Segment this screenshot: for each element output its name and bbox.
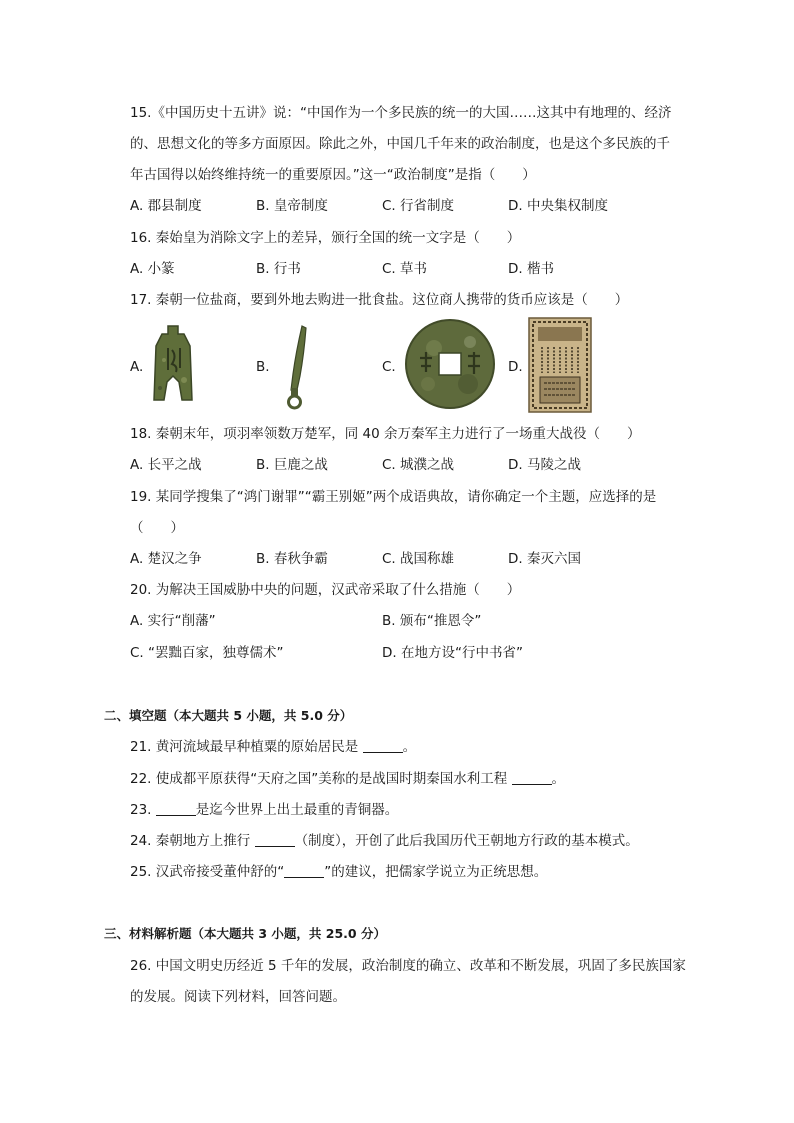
q20-option-a: A. 实行“削藩” bbox=[130, 613, 216, 629]
q15-option-a: A. 郡县制度 bbox=[130, 198, 202, 214]
q24-blank[interactable] bbox=[255, 832, 295, 847]
q15-stem-line2: 的、思想文化的等多方面原因。除此之外，中国几千年来的政治制度，也是这个多民族的千 bbox=[130, 136, 670, 152]
q15-option-b: B. 皇帝制度 bbox=[256, 198, 328, 214]
q19-option-a: A. 楚汉之争 bbox=[130, 551, 202, 567]
q26-stem-line2: 的发展。阅读下列材料，回答问题。 bbox=[130, 989, 346, 1005]
q15-option-d: D. 中央集权制度 bbox=[508, 198, 608, 214]
q25-line bbox=[130, 863, 547, 881]
q23-blank[interactable] bbox=[156, 801, 196, 816]
paper-note-image bbox=[528, 317, 592, 413]
q18-option-c: C. 城濮之战 bbox=[382, 457, 455, 473]
q23-line bbox=[130, 801, 398, 819]
q22-blank[interactable] bbox=[512, 770, 552, 785]
q23-text-before: 23. bbox=[130, 802, 156, 818]
q17-option-b: B. bbox=[256, 359, 270, 375]
q20-option-d: D. 在地方设“行中书省” bbox=[382, 645, 523, 661]
q18-option-d: D. 马陵之战 bbox=[508, 457, 581, 473]
q24-text-before: 24. 秦朝地方上推行 bbox=[130, 833, 255, 849]
q23-text-after: 是迄今世界上出土最重的青铜器。 bbox=[195, 802, 399, 818]
q19-stem-line1: 19. 某同学搜集了“鸿门谢罪”“霸王别姬”两个成语典故，请你确定一个主题，应选择的是 bbox=[130, 489, 657, 505]
q26-stem-line1: 26. 中国文明史历经近 5 千年的发展，政治制度的确立、改革和不断发展，巩固了多民族国家 bbox=[130, 958, 686, 974]
q22-line bbox=[130, 770, 565, 788]
q21-line bbox=[130, 738, 416, 756]
section-3-heading: 三、材料解析题（本大题共 3 小题，共 25.0 分） bbox=[104, 926, 386, 941]
q25-blank[interactable] bbox=[284, 863, 324, 878]
q18-option-a: A. 长平之战 bbox=[130, 457, 202, 473]
spade-coin-image bbox=[150, 324, 196, 406]
q15-option-c: C. 行省制度 bbox=[382, 198, 455, 214]
round-coin-image bbox=[404, 318, 496, 410]
q17-option-d: D. bbox=[508, 359, 523, 375]
q17-option-a: A. bbox=[130, 359, 144, 375]
q19-option-b: B. 春秋争霸 bbox=[256, 551, 328, 567]
q15-stem-line3: 年古国得以始终维持统一的重要原因。”这一“政治制度”是指（ ） bbox=[130, 167, 536, 183]
q16-option-d: D. 楷书 bbox=[508, 261, 554, 277]
q19-option-c: C. 战国称雄 bbox=[382, 551, 455, 567]
q20-stem: 20. 为解决王国威胁中央的问题，汉武帝采取了什么措施（ ） bbox=[130, 582, 521, 598]
q25-text-before: 25. 汉武帝接受董仲舒的“ bbox=[130, 864, 285, 880]
q16-option-a: A. 小篆 bbox=[130, 261, 175, 277]
q21-blank[interactable] bbox=[363, 738, 403, 753]
q16-option-b: B. 行书 bbox=[256, 261, 301, 277]
q24-line bbox=[130, 832, 639, 850]
q15-stem-line1: 15.《中国历史十五讲》说：“中国作为一个多民族的统一的大国……这其中有地理的、经济 bbox=[130, 105, 672, 121]
q16-option-c: C. 草书 bbox=[382, 261, 428, 277]
q19-option-d: D. 秦灭六国 bbox=[508, 551, 581, 567]
q20-option-b: B. 颁布“推恩令” bbox=[382, 613, 482, 629]
knife-coin-image bbox=[280, 324, 308, 410]
q19-stem-line2: （ ） bbox=[130, 520, 184, 536]
q18-option-b: B. 巨鹿之战 bbox=[256, 457, 328, 473]
q22-text-after: 。 bbox=[551, 771, 566, 787]
q25-text-after: ”的建议，把儒家学说立为正统思想。 bbox=[324, 864, 548, 880]
q18-stem: 18. 秦朝末年，项羽率领数万楚军，同 40 余万秦军主力进行了一场重大战役（ ） bbox=[130, 426, 641, 442]
q21-text-before: 21. 黄河流域最早种植粟的原始居民是 bbox=[130, 739, 363, 755]
q22-text-before: 22. 使成都平原获得“天府之国”美称的是战国时期秦国水利工程 bbox=[130, 771, 512, 787]
q17-stem: 17. 秦朝一位盐商，要到外地去购进一批食盐。这位商人携带的货币应该是（ ） bbox=[130, 292, 629, 308]
q20-option-c: C. “罢黜百家，独尊儒术” bbox=[130, 645, 284, 661]
q17-option-c: C. bbox=[382, 359, 396, 375]
section-2-heading: 二、填空题（本大题共 5 小题，共 5.0 分） bbox=[104, 708, 353, 723]
q21-text-after: 。 bbox=[402, 739, 417, 755]
q24-text-after: （制度），开创了此后我国历代王朝地方行政的基本模式。 bbox=[294, 833, 639, 849]
q16-stem: 16. 秦始皇为消除文字上的差异，颁行全国的统一文字是（ ） bbox=[130, 230, 521, 246]
